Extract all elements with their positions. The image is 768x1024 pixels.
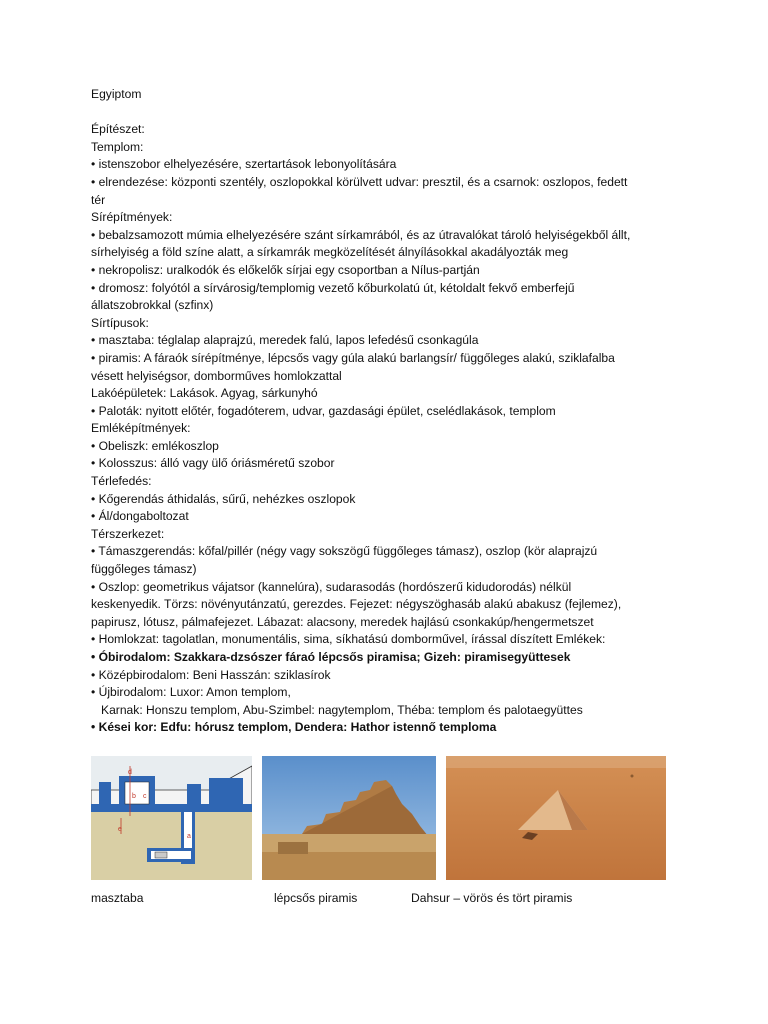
text-line: • Középbirodalom: Beni Hasszán: sziklasírok <box>91 667 331 682</box>
text-line: • Obeliszk: emlékoszlop <box>91 438 219 453</box>
label-d: d <box>128 769 132 776</box>
text-line: tér <box>91 192 106 207</box>
text-line: • Támaszgerendás: kőfal/pillér (négy vagy sokszögű függőleges támasz), oszlop (kör alaprajzú <box>91 544 598 559</box>
heading-architecture: Építészet: <box>91 122 145 137</box>
text-line: • Óbirodalom: Szakkara-dzsószer fáraó lépcsős piramisa; Gizeh: piramisegyüttesek <box>91 650 571 664</box>
text-line: • Kései kor: Edfu: hórusz templom, Dendera: Hathor istennő temploma <box>91 720 497 735</box>
text-line: függőleges támasz) <box>91 562 197 577</box>
heading-tombs: Sírépítmények: <box>91 210 173 225</box>
text-line: • Paloták: nyitott előtér, fogadóterem, udvar, gazdasági épület, cselédlakások, templom <box>91 403 556 418</box>
text-line: Karnak: Honszu templom, Abu-Szimbel: nagytemplom, Théba: templom és palotaegyüttes <box>101 702 583 717</box>
text-line: • masztaba: téglalap alaprajzú, meredek falú, lapos lefedésű csonkagúla <box>91 333 479 348</box>
text-line: • bebalzsamozott múmia elhelyezésére szánt sírkamrából, és az útravalókat tároló helyiségekből állt, <box>91 227 631 242</box>
caption-mastaba: masztaba <box>91 891 144 905</box>
caption-dahshur: Dahsur – vörös és tört piramis <box>411 891 573 905</box>
text-line: • Oszlop: geometrikus vájatsor (kannelúra), sudarasodás (hordószerű kidudorodás) nélkül <box>91 579 572 594</box>
heading-temple: Templom: <box>91 139 144 154</box>
heading-monuments: Emléképítmények: <box>91 421 191 436</box>
text-line: vésett helyiségsor, domborműves homlokzattal <box>91 368 342 383</box>
text-line: • Homlokzat: tagolatlan, monumentális, sima, síkhatású domborművel, írással díszített Emlékek: <box>91 632 606 647</box>
document-body <box>91 86 681 737</box>
text-line: • Kőgerendás áthidalás, sűrű, nehézkes oszlopok <box>91 491 356 506</box>
heading-structure: Térszerkezet: <box>91 526 165 541</box>
text-line: • piramis: A fáraók sírépítménye, lépcsős vagy gúla alakú barlangsír/ függőleges alakú, sziklafalba <box>91 350 615 365</box>
document-title: Egyiptom <box>91 87 142 101</box>
label-b: b <box>132 793 136 800</box>
label-e: e <box>118 826 122 833</box>
text-line: • Újbirodalom: Luxor: Amon templom, <box>91 685 291 700</box>
text-line: Lakóépületek: Lakások. Agyag, sárkunyhó <box>91 386 318 401</box>
text-line: • istenszobor elhelyezésére, szertartások lebonyolítására <box>91 157 397 172</box>
text-line: • nekropolisz: uralkodók és előkelők sírjai egy csoportban a Nílus-partján <box>91 262 480 277</box>
dahshur-pyramid-photo <box>446 756 666 880</box>
step-pyramid-photo <box>262 756 436 880</box>
text-line: • dromosz: folyótól a sírvárosig/templomig vezető kőburkolatú út, kétoldalt fekvő emberfejű <box>91 280 575 295</box>
mastaba-diagram <box>91 756 252 880</box>
dahshur-pyramid-image <box>446 756 666 880</box>
text-line: • elrendezése: központi szentély, oszlopokkal körülvett udvar: presztil, és a csarnok: oszlopos, fedett <box>91 174 628 189</box>
label-a: a <box>187 833 191 840</box>
heading-roofing: Térlefedés: <box>91 474 152 489</box>
caption-step-pyramid: lépcsős piramis <box>274 891 358 905</box>
mastaba-diagram-image <box>91 756 252 880</box>
text-line: sírhelyiség a föld színe alatt, a sírkamrák megközelítését álnyílásokkal akadályozták meg <box>91 245 569 260</box>
text-line: • Kolosszus: álló vagy ülő óriásméretű szobor <box>91 456 335 471</box>
text-line: keskenyedik. Törzs: növényutánzatú, gerezdes. Fejezet: négyszöghasáb alakú abakusz (fejlemez), <box>91 597 622 612</box>
label-c: c <box>143 793 147 800</box>
text-line: állatszobrokkal (szfinx) <box>91 298 214 313</box>
text-line: • Ál/dongaboltozat <box>91 509 189 524</box>
text-line: papirusz, lótusz, pálmafejezet. Lábazat: alacsony, meredek hajlású csonkakúp/hengermetszet <box>91 614 594 629</box>
step-pyramid-image <box>262 756 436 880</box>
heading-tomb-types: Sírtípusok: <box>91 315 149 330</box>
image-row <box>91 756 671 880</box>
